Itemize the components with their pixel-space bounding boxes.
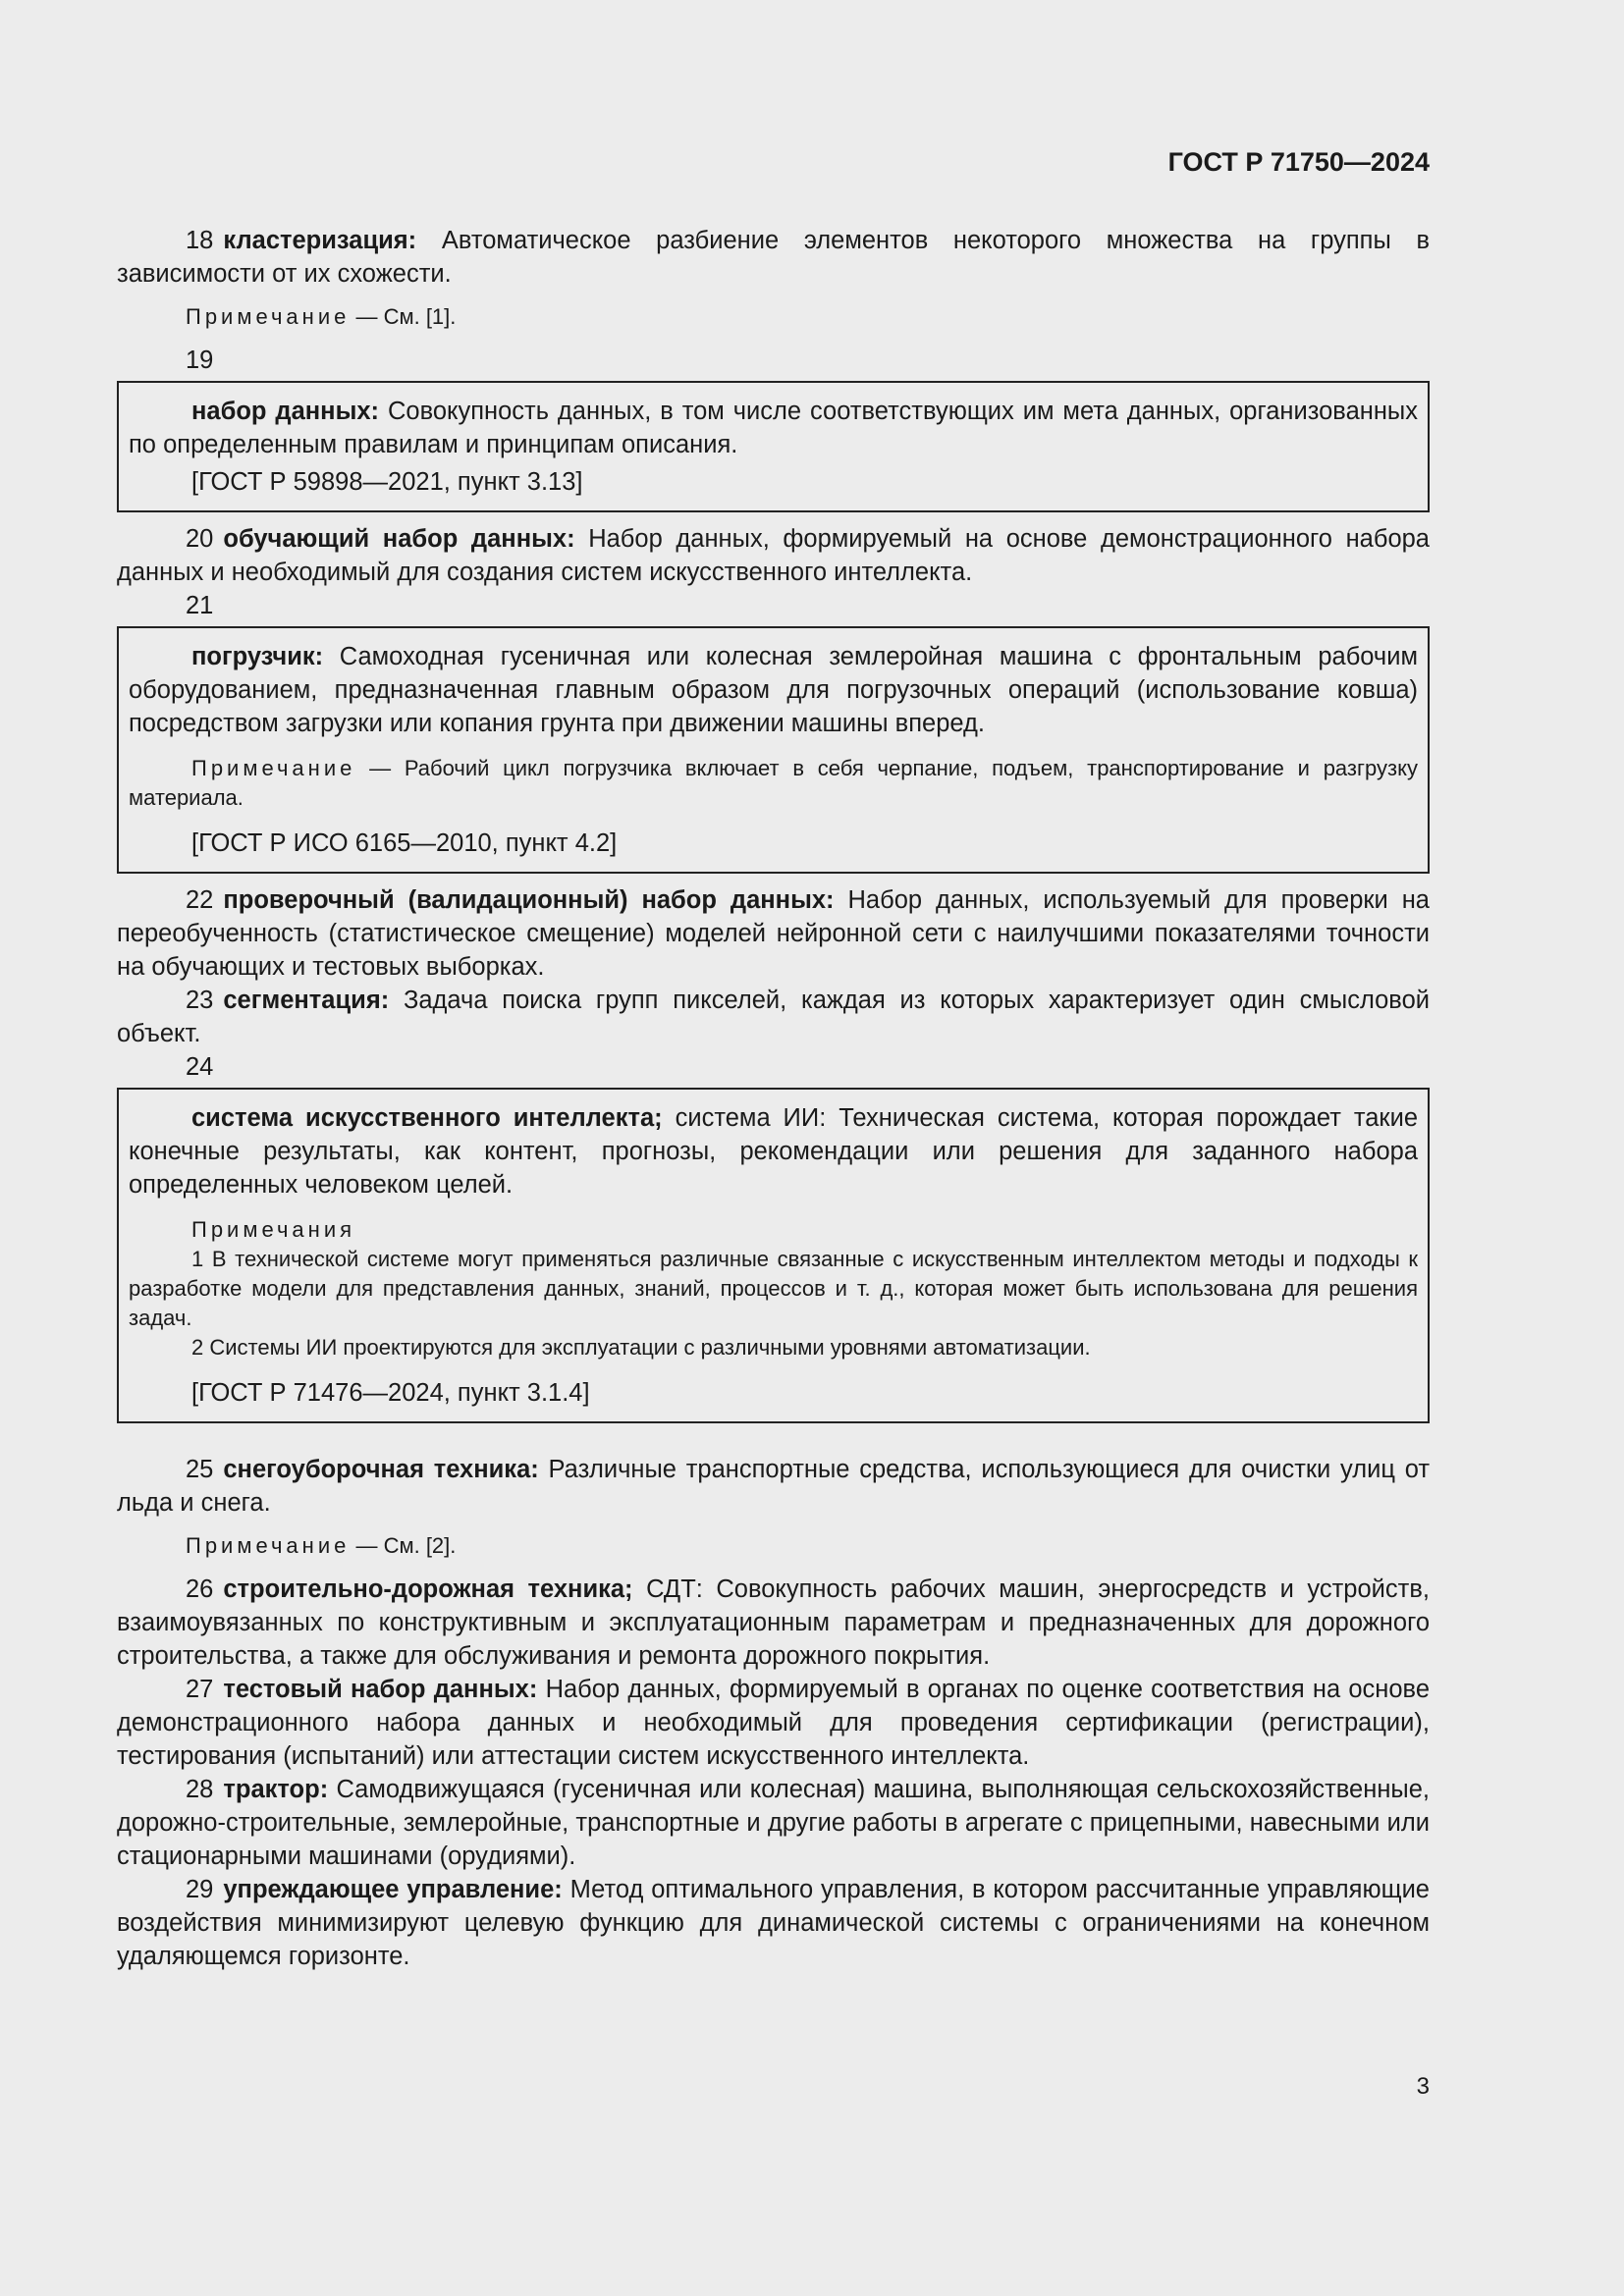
page-number: 3 — [1416, 2073, 1430, 2100]
term-note-21: Примечание — Рабочий цикл погрузчика включает в себя черпание, подъем, транспортирование и разгрузку материала. — [129, 756, 1418, 810]
term-entry-26: 26 строительно-дорожная техника; СДТ: Совокупность рабочих машин, энергосредств и устройств, взаимоувязанных по конструктивным и эксплуатационным параметрам и предназначенных для дорожного строительства, а также для обслуживания и ремонта дорожного покрытия. — [117, 1575, 1430, 1670]
term-entry-20: 20 обучающий набор данных: Набор данных, формируемый на основе демонстрационного набора данных и необходимый для создания систем искусственного интеллекта. — [117, 525, 1430, 586]
term-box-19 — [117, 381, 1430, 512]
term-number-19: 19 — [186, 347, 214, 374]
term-note-25: Примечание — См. [2]. — [186, 1533, 457, 1558]
term-note-24-1: 1 В технической системе могут применяться различные связанные с искусственным интеллектом методы и подходы к разработке модели для представления данных, знаний, процессов и т. д., которая может быть использована для решения задач. — [129, 1247, 1418, 1330]
term-source-24: [ГОСТ Р 71476—2024, пункт 3.1.4] — [191, 1379, 590, 1407]
term-notes-heading-24: Примечания — [191, 1217, 356, 1242]
term-note-24-2: 2 Системы ИИ проектируются для эксплуатации с различными уровнями автоматизации. — [191, 1335, 1091, 1360]
term-entry-29: 29 упреждающее управление: Метод оптимального управления, в котором рассчитанные управляющие воздействия минимизируют целевую функцию для динамической системы с ограничениями на конечном удаляющемся горизонте. — [117, 1876, 1430, 1970]
term-source-19: [ГОСТ Р 59898—2021, пункт 3.13] — [191, 468, 583, 496]
term-number-24: 24 — [186, 1053, 214, 1081]
term-entry-21: погрузчик: Самоходная гусеничная или колесная землеройная машина с фронтальным рабочим оборудованием, предназначенная главным образом для погрузочных операций (использование ковша) посредством загрузки или копания грунта при движении машины вперед. — [129, 643, 1418, 737]
term-entry-28: 28 трактор: Самодвижущаяся (гусеничная или колесная) машина, выполняющая сельскохозяйственные, дорожно-строительные, землеройные, транспортные и другие работы в агрегате с прицепными, навесными или стационарными машинами (орудиями). — [117, 1776, 1430, 1870]
term-entry-27: 27 тестовый набор данных: Набор данных, формируемый в органах по оценке соответствия на основе демонстрационного набора данных и необходимый для проведения сертификации (регистрации), тестирования (испытаний) или аттестации систем искусственного интеллекта. — [117, 1676, 1430, 1770]
term-note-18: Примечание — См. [1]. — [186, 304, 457, 329]
term-entry-25: 25 снегоуборочная техника: Различные транспортные средства, использующиеся для очистки улиц от льда и снега. — [117, 1456, 1430, 1517]
term-box-24 — [117, 1088, 1430, 1423]
terms-list — [117, 224, 1430, 1973]
term-box-21 — [117, 626, 1430, 874]
document-code: ГОСТ Р 71750—2024 — [1167, 147, 1430, 177]
term-number-21: 21 — [186, 592, 214, 619]
term-entry-23: 23 сегментация: Задача поиска групп пикселей, каждая из которых характеризует один смысловой объект. — [117, 987, 1430, 1047]
term-source-21: [ГОСТ Р ИСО 6165—2010, пункт 4.2] — [191, 829, 618, 857]
term-entry-19: набор данных: Совокупность данных, в том числе соответствующих им мета данных, организованных по определенным правилам и принципам описания. — [129, 398, 1418, 458]
term-entry-22: 22 проверочный (валидационный) набор данных: Набор данных, используемый для проверки на переобученность (статистическое смещение) моделей нейронной сети с наилучшими показателями точности на обучающих и тестовых выборках. — [117, 886, 1430, 981]
term-entry-18: 18 кластеризация: Автоматическое разбиение элементов некоторого множества на группы в зависимости от их схожести. — [117, 227, 1430, 288]
term-entry-24: система искусственного интеллекта; система ИИ: Техническая система, которая порождает такие конечные результаты, как контент, прогнозы, рекомендации или решения для заданного набора определенных человеком целей. — [129, 1104, 1419, 1199]
